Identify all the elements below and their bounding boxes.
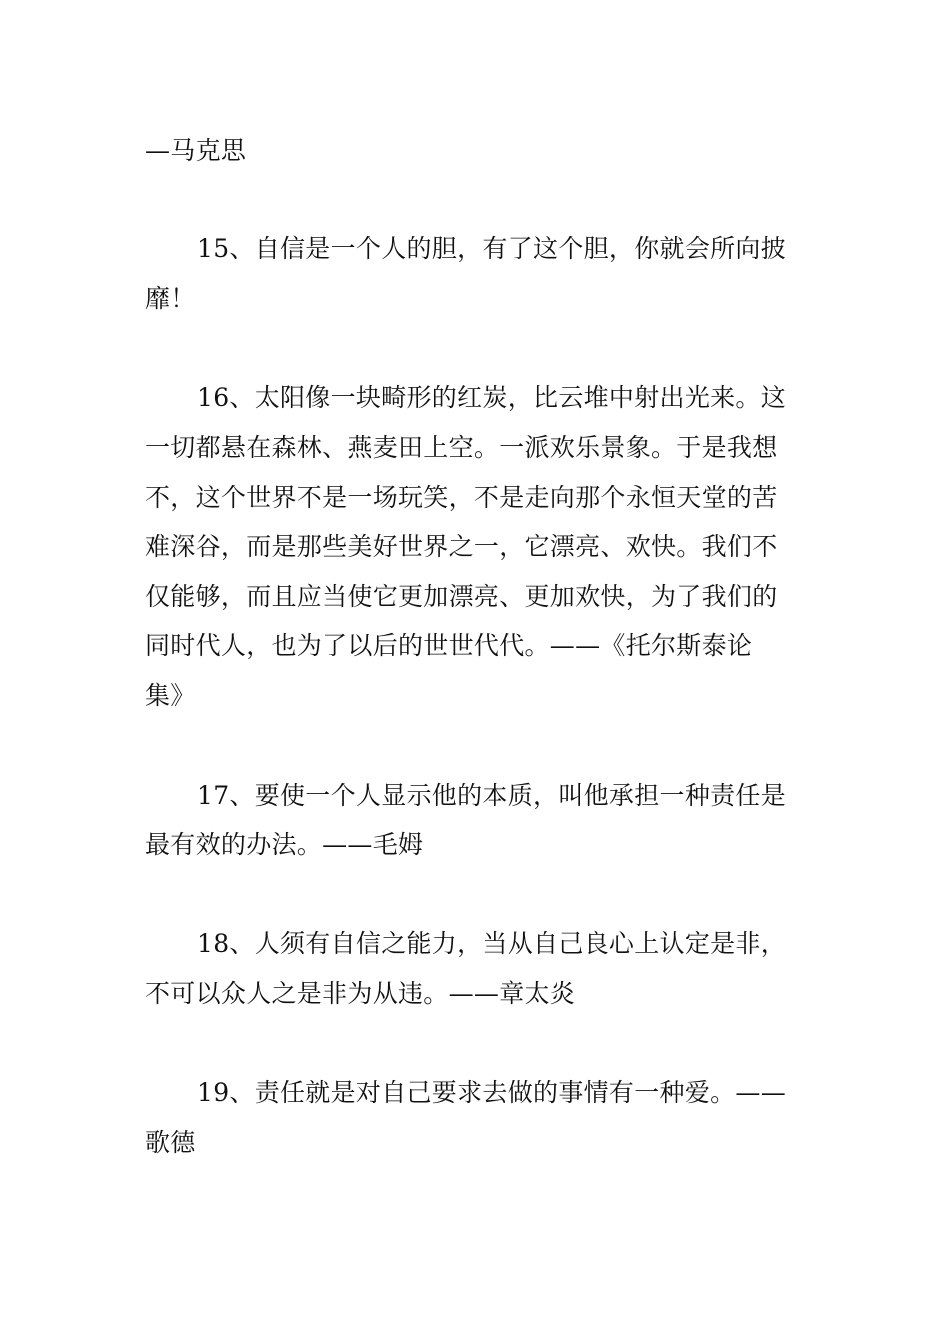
- quote-16-line-3: 不，这个世界不是一场玩笑，不是走向那个永恒天堂的苦: [145, 483, 778, 512]
- quote-15-line-2: 靡！: [145, 284, 196, 313]
- quote-19-line-1: 19、责任就是对自己要求去做的事情有一种爱。——: [197, 1078, 787, 1107]
- quote-16-line-7: 集》: [145, 681, 196, 710]
- quote-17-line-1: 17、要使一个人显示他的本质，叫他承担一种责任是: [197, 781, 787, 810]
- quote-18-line-2: 不可以众人之是非为从违。——章太炎: [145, 979, 576, 1008]
- quote-19-line-2: 歌德: [145, 1128, 196, 1157]
- quote-16-line-1: 16、太阳像一块畸形的红炭，比云堆中射出光来。这: [197, 383, 787, 412]
- quote-16-line-4: 难深谷，而是那些美好世界之一，它漂亮、欢快。我们不: [145, 532, 778, 561]
- quote-16-line-6: 同时代人，也为了以后的世世代代。——《托尔斯泰论: [145, 631, 753, 660]
- attribution-line: —马克思: [145, 136, 247, 165]
- quote-17-line-2: 最有效的办法。——毛姆: [145, 830, 424, 859]
- quote-15-line-1: 15、自信是一个人的胆，有了这个胆，你就会所向披: [197, 234, 787, 263]
- quote-16-line-5: 仅能够，而且应当使它更加漂亮、更加欢快，为了我们的: [145, 582, 778, 611]
- quote-18-line-1: 18、人须有自信之能力，当从自己良心上认定是非，: [197, 929, 787, 958]
- quote-16-line-2: 一切都悬在森林、燕麦田上空。一派欢乐景象。于是我想: [145, 433, 778, 462]
